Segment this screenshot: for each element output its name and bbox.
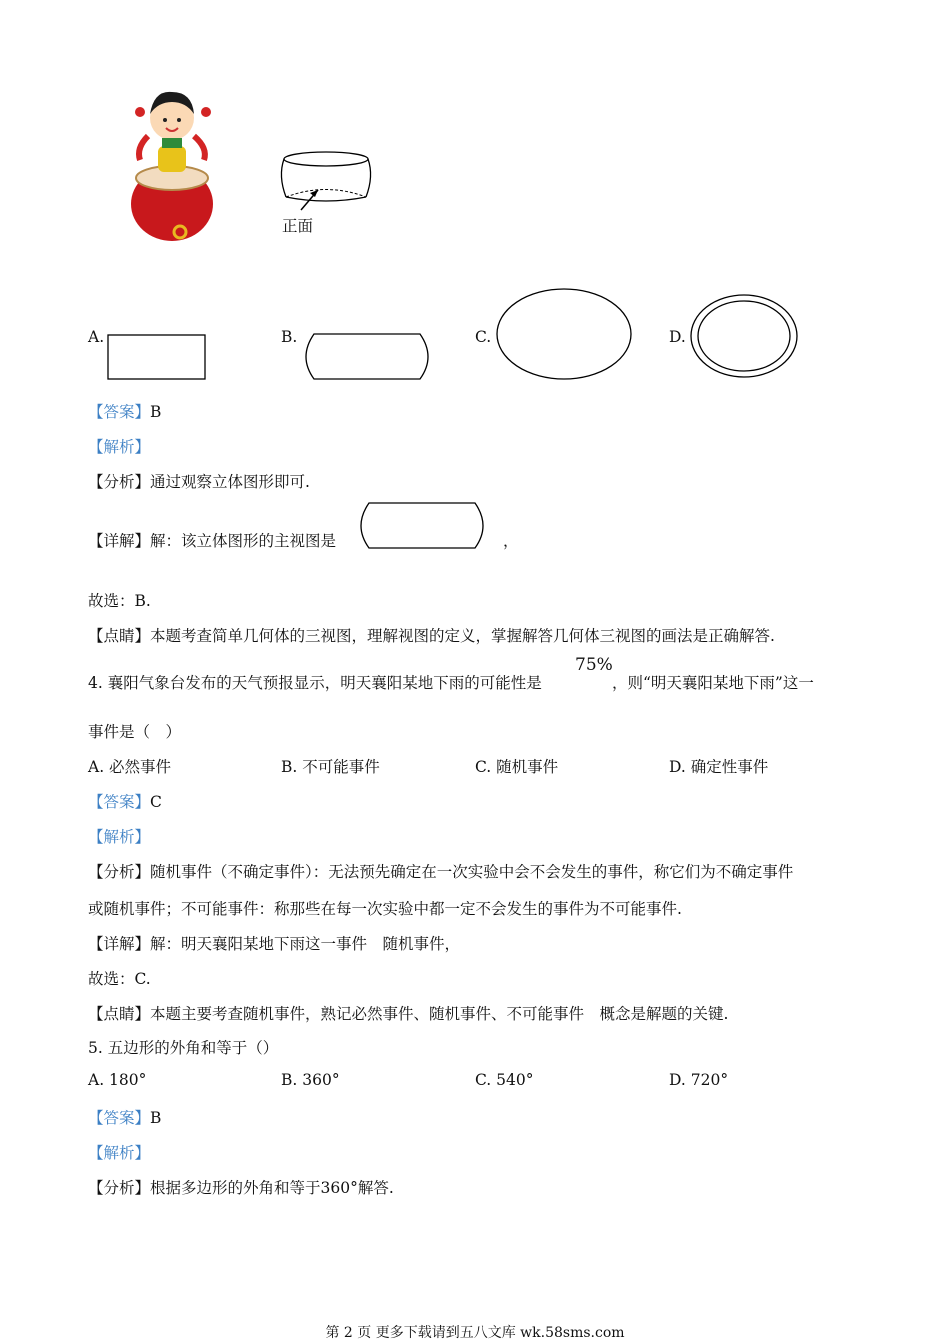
fenxi-tag: 【分析】 xyxy=(88,473,151,491)
q4-stem-c: 事件是（ ） xyxy=(88,723,182,741)
q5-stem: 5. 五边形的外角和等于（） xyxy=(88,1039,279,1057)
answer-value: C xyxy=(150,793,162,811)
q4-percent: 75% xyxy=(575,655,613,675)
q3-analysis-tag: 【解析】 xyxy=(88,438,151,456)
comment-tag: 【点睛】 xyxy=(88,627,151,645)
answer-value: B xyxy=(150,403,162,421)
q5-analysis-tag: 【解析】 xyxy=(88,1144,151,1162)
drum-solid-figure xyxy=(278,148,378,218)
q4-fenxi-line2: 或随机事件；不可能事件：称那些在每一次实验中都一定不会发生的事件为不可能事件. xyxy=(88,900,682,918)
q3-option-a-rectangle xyxy=(107,334,207,380)
drum-boy-illustration xyxy=(128,86,228,246)
comment-text: 本题主要考查随机事件，熟记必然事件、随机事件、不可能事件 概念是解题的关键. xyxy=(150,1005,729,1023)
q3-detail-end: ， xyxy=(503,532,519,550)
fenxi-text: 随机事件（不确定事件）：无法预先确定在一次实验中会不会发生的事件，称它们为不确定事件 xyxy=(150,863,794,881)
fenxi-text: 通过观察立体图形即可. xyxy=(150,473,310,491)
q4-option-b: B. 不可能事件 xyxy=(281,758,380,776)
q3-option-d-label: D. xyxy=(669,328,686,346)
page-footer: 第 2 页 更多下载请到五八文库 wk.58sms.com xyxy=(325,1325,625,1341)
q5-fenxi xyxy=(88,1176,394,1198)
q3-option-b-drum-front xyxy=(300,333,436,381)
detail-text: 解：该立体图形的主视图是 xyxy=(150,532,337,550)
q4-stem-a: 4. 襄阳气象台发布的天气预报显示，明天襄阳某地下雨的可能性是 xyxy=(88,674,542,692)
comment-tag: 【点睛】 xyxy=(88,1005,151,1023)
q3-comment xyxy=(88,624,775,646)
detail-tag: 【详解】 xyxy=(88,532,151,550)
q5-option-c: C. 540° xyxy=(475,1071,534,1089)
answer-tag: 【答案】 xyxy=(88,793,151,811)
answer-tag: 【答案】 xyxy=(88,403,151,421)
detail-text: 解：明天襄阳某地下雨这一事件 随机事件， xyxy=(150,935,461,953)
q5-option-a: A. 180° xyxy=(88,1071,147,1089)
q5-answer xyxy=(88,1106,161,1128)
q4-fenxi-line1 xyxy=(88,860,793,882)
q4-answer xyxy=(88,790,162,812)
fenxi-tag: 【分析】 xyxy=(88,1179,151,1197)
q3-option-c-ellipse xyxy=(496,288,634,382)
fenxi-tag: 【分析】 xyxy=(88,863,151,881)
q3-option-c-label: C. xyxy=(475,328,492,346)
answer-value: B xyxy=(150,1109,162,1127)
q3-detail xyxy=(88,529,336,551)
q3-fenxi xyxy=(88,470,310,492)
comment-text: 本题考查简单几何体的三视图，理解视图的定义，掌握解答几何体三视图的画法是正确解答. xyxy=(150,627,775,645)
q4-stem-b: ，则“明天襄阳某地下雨”这一 xyxy=(612,674,814,692)
answer-tag: 【答案】 xyxy=(88,1109,151,1127)
q4-option-d: D. 确定性事件 xyxy=(669,758,769,776)
q4-option-c: C. 随机事件 xyxy=(475,758,559,776)
q3-detail-drum-front xyxy=(355,502,491,550)
q4-choose: 故选：C. xyxy=(88,970,151,988)
q4-comment xyxy=(88,1002,728,1024)
q3-option-d-double-ellipse xyxy=(690,294,800,380)
front-label: 正面 xyxy=(282,217,314,235)
q3-option-b-label: B. xyxy=(281,328,298,346)
q4-analysis-tag: 【解析】 xyxy=(88,828,151,846)
q4-detail xyxy=(88,932,460,954)
q3-option-a-label: A. xyxy=(88,328,105,346)
q3-choose: 故选：B. xyxy=(88,592,151,610)
q5-option-b: B. 360° xyxy=(281,1071,340,1089)
q4-option-a: A. 必然事件 xyxy=(88,758,172,776)
fenxi-text: 根据多边形的外角和等于360°解答. xyxy=(150,1179,394,1197)
detail-tag: 【详解】 xyxy=(88,935,151,953)
q3-answer xyxy=(88,400,161,422)
q5-option-d: D. 720° xyxy=(669,1071,729,1089)
